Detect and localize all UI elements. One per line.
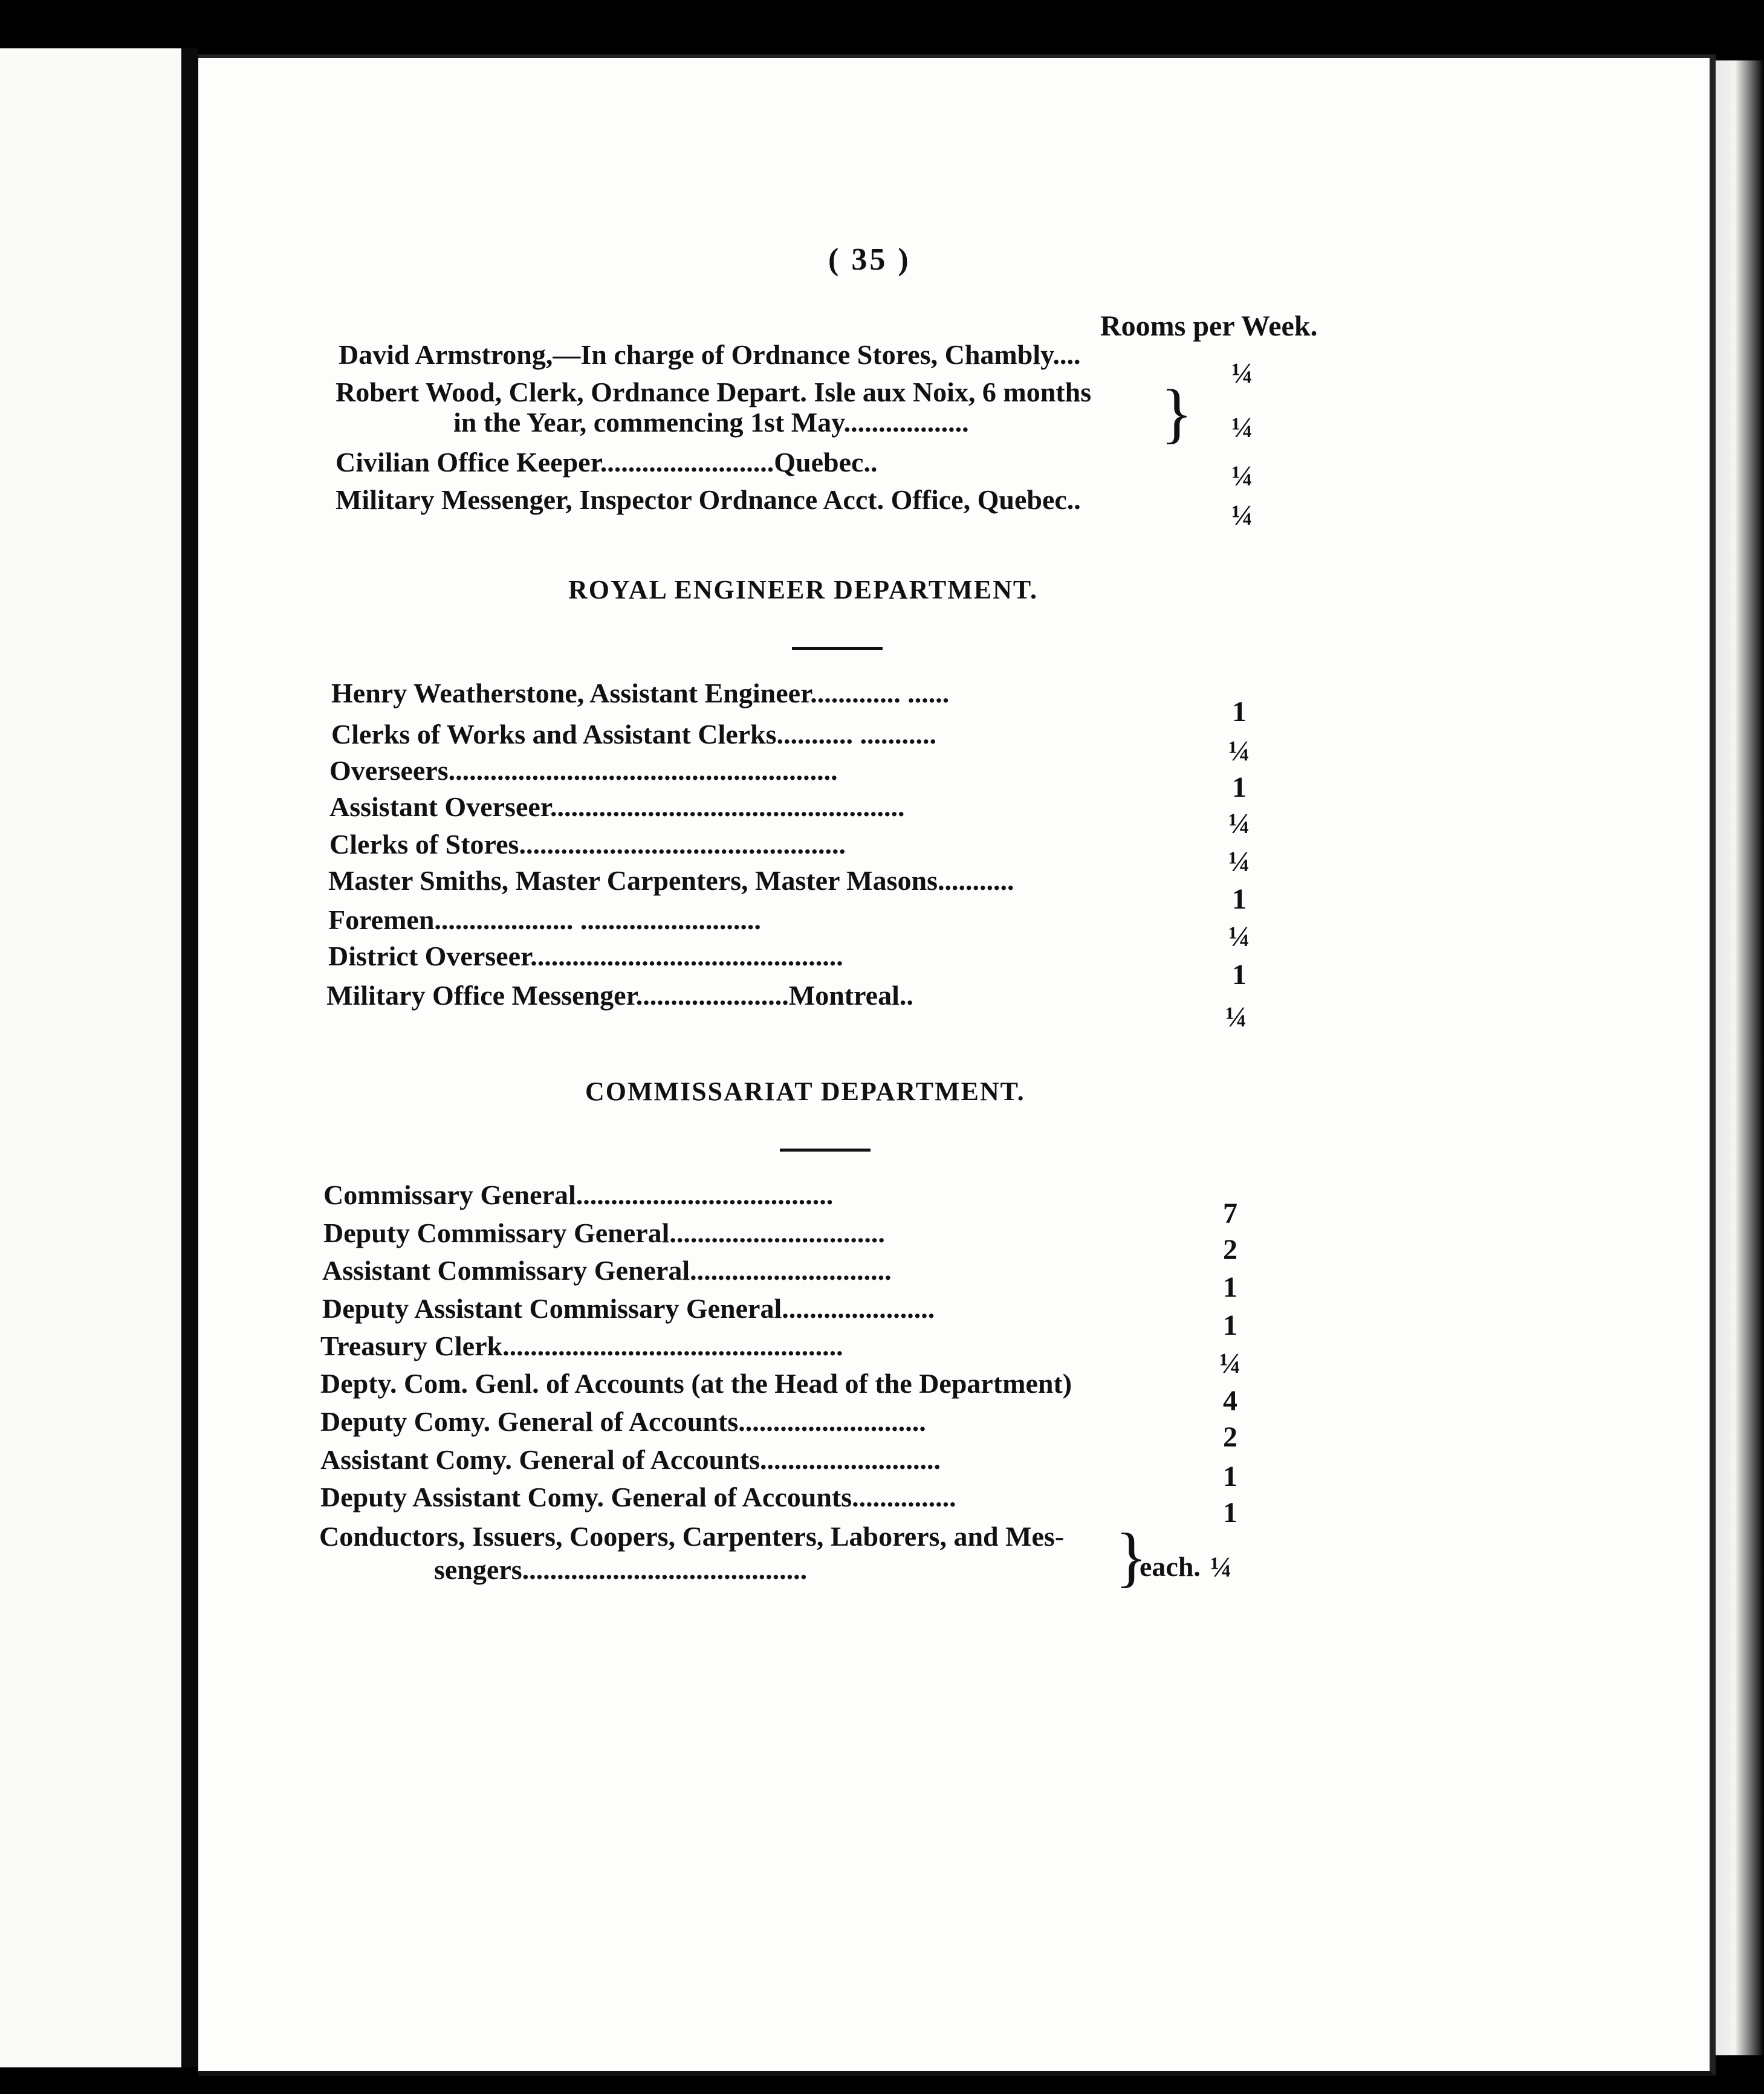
comm-entry-5-value: ¼	[1219, 1347, 1241, 1379]
re-entry-9-value: ¼	[1225, 1001, 1247, 1033]
re-entry-7: Foremen.................... ..........................	[328, 904, 761, 935]
comm-entry-9-value: 1	[1223, 1497, 1237, 1529]
comm-entry-10-line1: Conductors, Issuers, Coopers, Carpenters, Laborers, and Mes-	[319, 1521, 1065, 1552]
comm-entry-1: Commissary General.....................................	[323, 1179, 834, 1210]
re-entry-3-value: 1	[1232, 771, 1247, 803]
re-entry-2-value: ¼	[1228, 735, 1250, 767]
section-rule	[780, 1149, 871, 1152]
re-entry-2: Clerks of Works and Assistant Clerks........... ...........	[331, 719, 937, 750]
comm-entry-4: Deputy Assistant Commissary General......................	[322, 1293, 935, 1324]
section-rule	[792, 647, 883, 650]
brace-icon: }	[1115, 1520, 1147, 1593]
scan-border-top	[0, 0, 1764, 48]
comm-entry-8: Assistant Comy. General of Accounts..........................	[320, 1444, 941, 1475]
re-entry-6: Master Smiths, Master Carpenters, Master Masons...........	[328, 865, 1014, 896]
comm-entry-9: Deputy Assistant Comy. General of Accounts...............	[320, 1482, 956, 1512]
re-entry-4: Assistant Overseer...................................................	[329, 791, 905, 822]
comm-entry-2: Deputy Commissary General...............................	[323, 1217, 885, 1248]
ordnance-entry-1: David Armstrong,—In charge of Ordnance Stores, Chambly....	[339, 339, 1081, 370]
book-gutter	[181, 48, 198, 2094]
column-header: Rooms per Week.	[1100, 310, 1318, 342]
re-entry-6-value: 1	[1232, 883, 1247, 915]
ordnance-entry-4: Military Messenger, Inspector Ordnance Acct. Office, Quebec..	[336, 484, 1081, 515]
brace-icon: }	[1161, 376, 1193, 450]
ordnance-entry-4-value: ¼	[1231, 499, 1253, 531]
re-entry-9: Military Office Messenger......................Montreal..	[326, 980, 913, 1011]
ordnance-entry-3-value: ¼	[1231, 460, 1253, 492]
royal-engineer-heading: ROYAL ENGINEER DEPARTMENT.	[568, 575, 1038, 605]
re-entry-5-value: ¼	[1228, 846, 1250, 878]
comm-entry-6-value: 4	[1223, 1385, 1237, 1417]
comm-entry-7-value: 2	[1223, 1421, 1237, 1453]
ordnance-entry-2-value: ¼	[1231, 412, 1253, 444]
ordnance-entry-2-line2: in the Year, commencing 1st May..................	[453, 407, 969, 438]
page-number: ( 35 )	[828, 242, 911, 277]
re-entry-3: Overseers........................................................	[329, 755, 838, 786]
re-entry-5: Clerks of Stores...............................................	[329, 829, 846, 860]
re-entry-1: Henry Weatherstone, Assistant Engineer............. ......	[331, 678, 950, 708]
comm-entry-3: Assistant Commissary General.............................	[322, 1255, 892, 1286]
page-edge-shadow	[1716, 60, 1764, 2055]
comm-entry-6: Depty. Com. Genl. of Accounts (at the Head of the Department)	[320, 1368, 1072, 1399]
comm-entry-7: Deputy Comy. General of Accounts...........................	[320, 1406, 926, 1437]
comm-entry-10-line2: sengers.........................................	[434, 1554, 808, 1585]
ordnance-entry-1-value: ¼	[1231, 357, 1253, 389]
re-entry-8: District Overseer.............................................	[328, 941, 843, 971]
ordnance-entry-2-line1: Robert Wood, Clerk, Ordnance Depart. Isle aux Noix, 6 months	[336, 377, 1092, 407]
comm-entry-3-value: 1	[1223, 1271, 1237, 1303]
comm-entry-10-value: ¼	[1210, 1551, 1232, 1583]
re-entry-8-value: 1	[1232, 959, 1247, 991]
commissariat-heading: COMMISSARIAT DEPARTMENT.	[585, 1077, 1025, 1106]
comm-entry-5: Treasury Clerk.................................................	[320, 1331, 843, 1361]
comm-entry-1-value: 7	[1223, 1198, 1237, 1230]
comm-entry-4-value: 1	[1223, 1309, 1237, 1341]
re-entry-7-value: ¼	[1228, 921, 1250, 953]
each-label: each.	[1140, 1551, 1201, 1582]
facing-page-edge	[0, 48, 181, 2094]
re-entry-4-value: ¼	[1228, 808, 1250, 840]
comm-entry-8-value: 1	[1223, 1460, 1237, 1493]
comm-entry-2-value: 2	[1223, 1234, 1237, 1266]
re-entry-1-value: 1	[1232, 696, 1247, 728]
ordnance-entry-3: Civilian Office Keeper.........................Quebec..	[336, 447, 878, 478]
